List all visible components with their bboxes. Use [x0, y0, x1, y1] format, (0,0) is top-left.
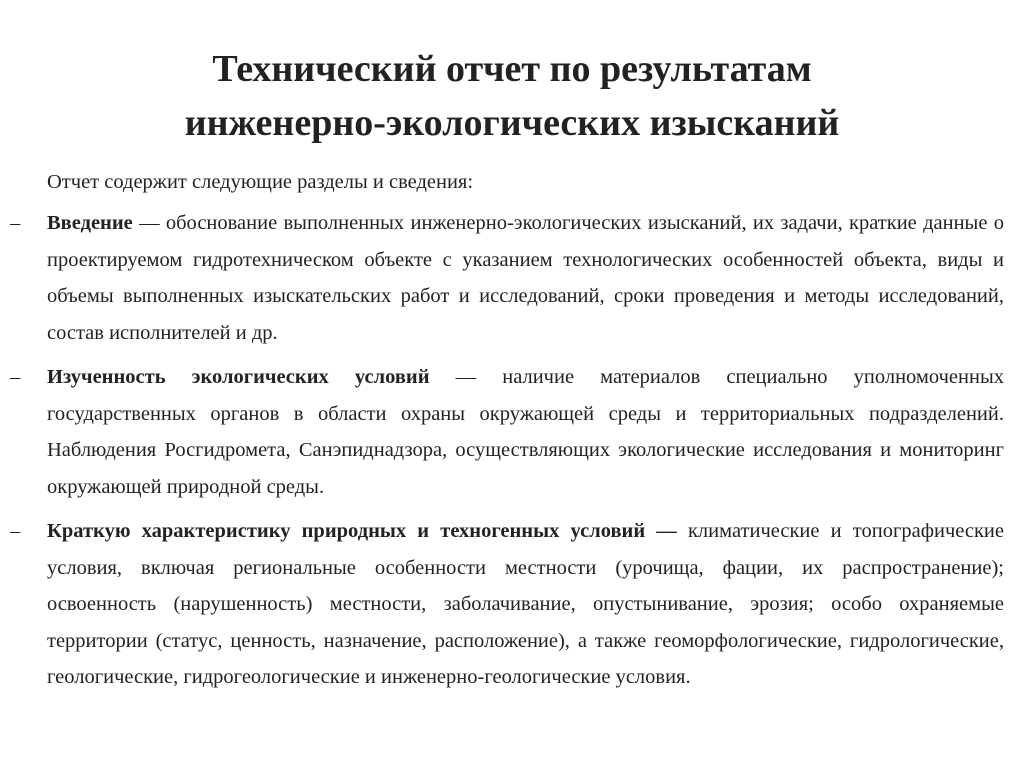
section-list [0, 205, 1024, 704]
section-item-natural-conditions [0, 513, 1024, 696]
section-item-ecological-knowledge [0, 359, 1024, 505]
section-heading: Изученность экологических условий [47, 366, 430, 388]
section-text: — наличие материалов специально уполномоченных государственных органов в области охраны окружающей среды и территориальных подразделений. Наблюдения Росгидромета, Санэпиднадзора, осуществляющих экологические исследования и мониторинг окружающей природной среды. [47, 366, 1004, 498]
section-paragraph [47, 205, 1004, 351]
section-text: климатические и топографические условия, включая региональные особенности местности (урочища, фации, их распространение); освоенность (нарушенность) местности, заболачивание, опустынивание, эрозия; особо охраняемые территории (статус, ценность, назначение, расположение), а также геоморфологические, гидрологические, геологические, гидрогеологические и инженерно-геологические условия. [47, 520, 1004, 688]
section-heading: Краткую характеристику природных и техногенных условий — [47, 520, 677, 542]
section-item-introduction [0, 205, 1024, 351]
title-line-1: Технический отчет по результатам [212, 48, 812, 90]
title-line-2: инженерно-экологических изысканий [184, 102, 840, 144]
section-paragraph [47, 359, 1004, 505]
section-heading: Введение [47, 212, 133, 234]
section-paragraph [47, 513, 1004, 696]
bullet-dash: – [10, 366, 21, 388]
page-title [0, 42, 1024, 150]
section-text: — обоснование выполненных инженерно-экологических изысканий, их задачи, краткие данные о проектируемом гидротехническом объекте с указанием технологических особенностей объекта, виды и объемы выполненных изыскательских работ и исследований, сроки проведения и методы исследований, состав исполнителей и др. [47, 212, 1004, 344]
bullet-dash: – [10, 520, 21, 542]
intro-text: Отчет содержит следующие разделы и сведения: [47, 171, 474, 193]
bullet-dash: – [10, 212, 21, 234]
